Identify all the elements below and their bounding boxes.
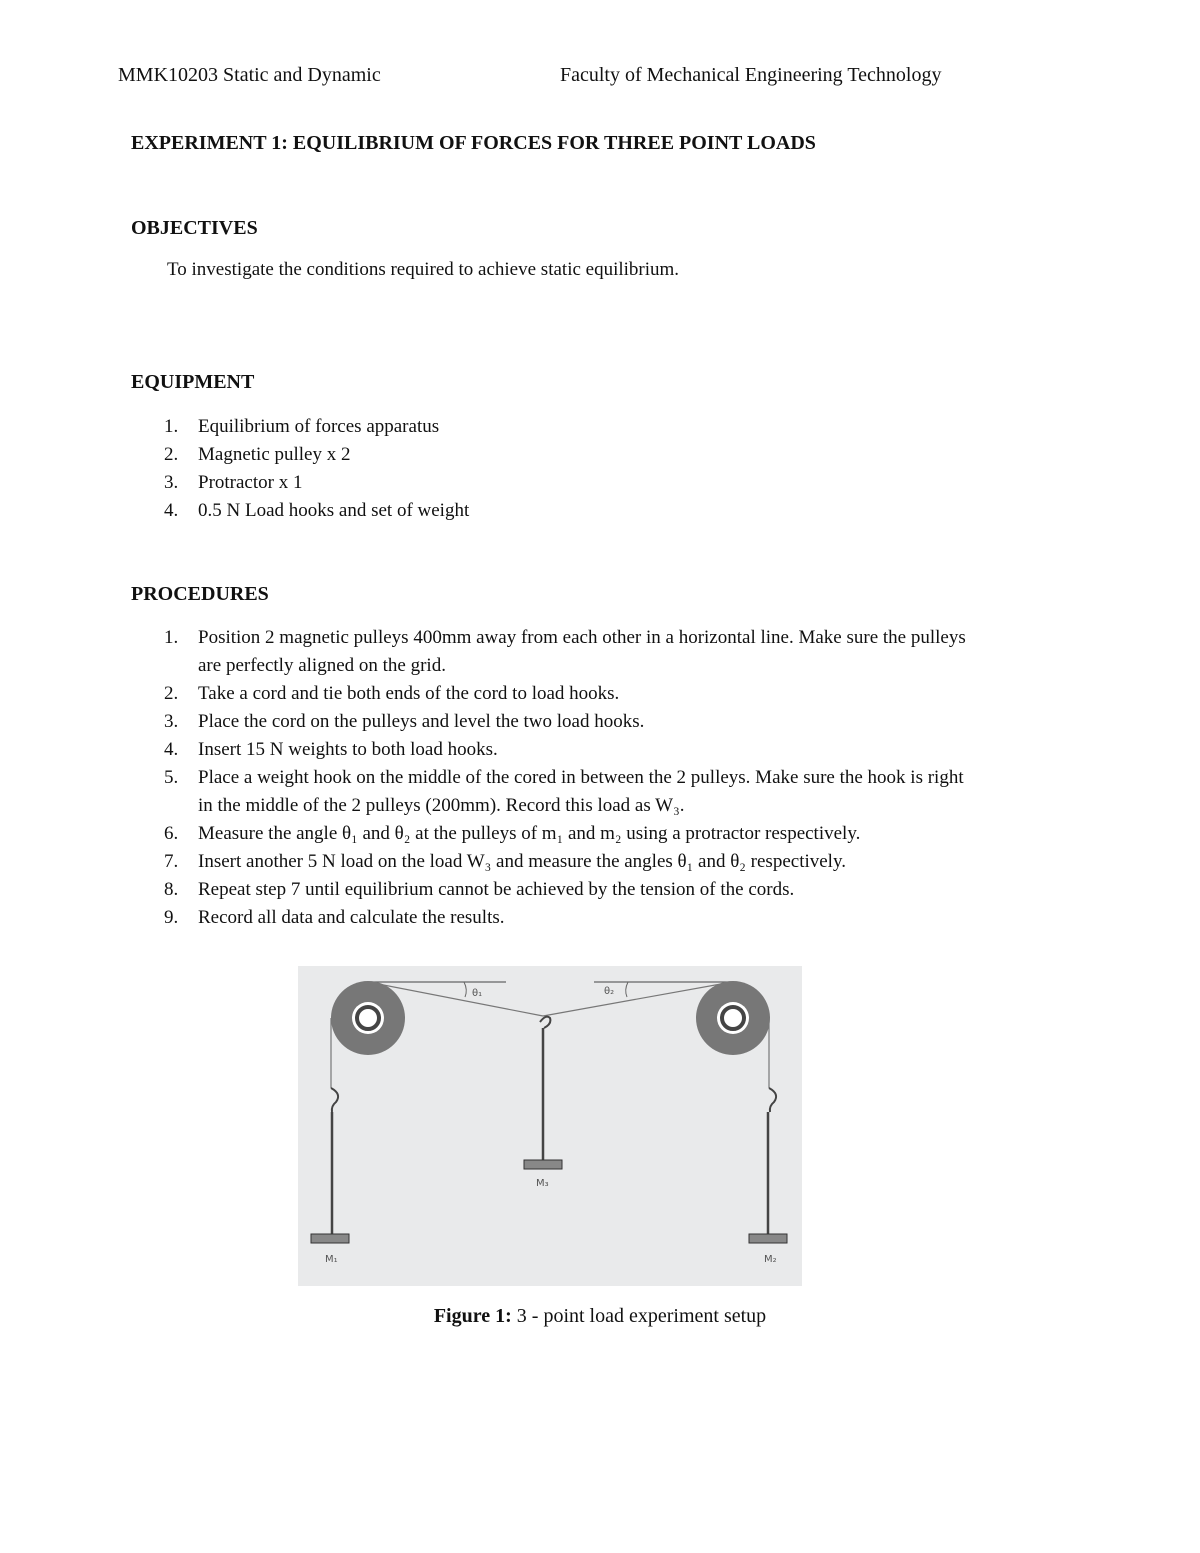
m3-label: M₃ [536, 1178, 549, 1189]
header-course: MMK10203 Static and Dynamic [118, 64, 381, 86]
list-text: Place a weight hook on the middle of the cored in between the 2 pulleys. Make sure the hook is right in the middle of the 2 pulleys (200mm). Record this load as W₃. [198, 767, 964, 816]
list-item [131, 904, 971, 932]
m1-weight [311, 1234, 349, 1243]
figure-caption-text: 3 - point load experiment setup [511, 1305, 767, 1327]
objectives-text: To investigate the conditions required to achieve static equilibrium. [167, 259, 680, 280]
list-number: 6. [164, 823, 179, 844]
list-text: Equilibrium of forces apparatus [198, 416, 440, 437]
list-item [131, 708, 971, 736]
list-item [131, 624, 971, 680]
list-item [131, 497, 971, 525]
theta1-label: θ₁ [472, 988, 483, 999]
list-item [131, 736, 971, 764]
list-text: 0.5 N Load hooks and set of weight [198, 500, 470, 521]
list-text: Insert another 5 N load on the load W₃ and measure the angles θ₁ and θ₂ respectively. [198, 851, 846, 872]
list-number: 4. [164, 500, 179, 521]
procedures-heading: PROCEDURES [131, 583, 269, 605]
list-number: 7. [164, 851, 179, 872]
list-number: 2. [164, 444, 179, 465]
list-number: 3. [164, 472, 179, 493]
m3-weight [524, 1160, 562, 1169]
list-text: Protractor x 1 [198, 472, 303, 493]
list-text: Position 2 magnetic pulleys 400mm away from each other in a horizontal line. Make sure the pulleys are perfectly aligned on the grid. [198, 627, 966, 676]
list-number: 1. [164, 416, 179, 437]
list-text: Measure the angle θ₁ and θ₂ at the pulleys of m₁ and m₂ using a protractor respectively. [198, 823, 861, 844]
list-number: 9. [164, 907, 179, 928]
list-number: 4. [164, 739, 179, 760]
procedures-list [131, 624, 971, 932]
equipment-heading: EQUIPMENT [131, 371, 255, 393]
list-text: Take a cord and tie both ends of the cord to load hooks. [198, 683, 620, 704]
page-title: EXPERIMENT 1: EQUILIBRIUM OF FORCES FOR THREE POINT LOADS [131, 132, 816, 154]
list-item [131, 848, 971, 876]
list-text: Repeat step 7 until equilibrium cannot be achieved by the tension of the cords. [198, 879, 795, 900]
list-item [131, 469, 971, 497]
list-text: Magnetic pulley x 2 [198, 444, 351, 465]
list-text: Place the cord on the pulleys and level the two load hooks. [198, 711, 645, 732]
left-hook [331, 1088, 338, 1112]
list-item [131, 680, 971, 708]
m2-label: M₂ [764, 1254, 777, 1265]
list-item [131, 413, 971, 441]
list-number: 8. [164, 879, 179, 900]
list-number: 2. [164, 683, 179, 704]
theta1-arc [464, 982, 466, 997]
list-text: Record all data and calculate the results. [198, 907, 505, 928]
list-item [131, 820, 971, 848]
setup-figure [298, 966, 802, 1286]
theta2-arc [626, 982, 628, 997]
m2-weight [749, 1234, 787, 1243]
equipment-list [131, 413, 971, 525]
list-item [131, 764, 971, 820]
list-item [131, 441, 971, 469]
setup-diagram [298, 966, 802, 1286]
theta2-label: θ₂ [604, 986, 615, 997]
list-item [131, 876, 971, 904]
right-hook [769, 1088, 776, 1112]
list-number: 1. [164, 627, 179, 648]
list-number: 5. [164, 767, 179, 788]
list-number: 3. [164, 711, 179, 732]
center-hook [540, 1017, 550, 1028]
header-faculty: Faculty of Mechanical Engineering Technology [560, 64, 942, 86]
figure-caption-label: Figure 1: [433, 1305, 512, 1327]
m1-label: M₁ [325, 1254, 338, 1265]
list-text: Insert 15 N weights to both load hooks. [198, 739, 498, 760]
figure-caption [0, 1305, 1200, 1328]
objectives-heading: OBJECTIVES [131, 217, 258, 239]
